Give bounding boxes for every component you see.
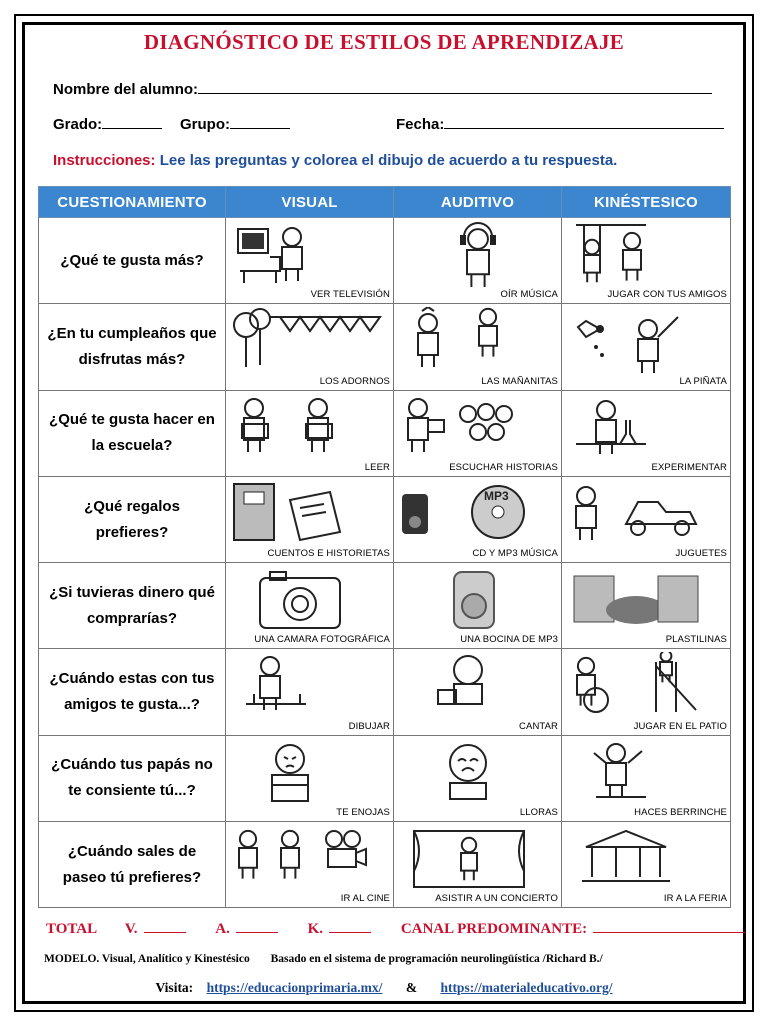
based-on-text: Basado en el sistema de programación neurolingüística /Richard B./ [270, 953, 603, 965]
option-caption: DIBUJAR [348, 720, 390, 732]
option-cell-kinestesico[interactable] [562, 822, 731, 908]
student-name-blank[interactable] [198, 80, 712, 94]
play-dough-icon [566, 566, 726, 632]
total-label: TOTAL [46, 921, 98, 937]
option-cell-kinestesico[interactable] [562, 735, 731, 821]
speaker-icon [398, 566, 558, 632]
option-cell-visual[interactable] [226, 563, 394, 649]
option-caption: JUGUETES [675, 548, 727, 560]
table-row [39, 476, 731, 562]
group-blank[interactable] [230, 115, 290, 129]
table-row [39, 822, 731, 908]
column-header-visual: VISUAL [226, 187, 394, 218]
date-blank[interactable] [444, 115, 724, 129]
balloons-bunting-icon [230, 307, 390, 373]
child-experimenting-icon [566, 394, 726, 460]
table-row [39, 218, 731, 304]
angry-boy-icon [230, 739, 390, 805]
option-caption: LLORAS [519, 807, 558, 819]
option-cell-visual[interactable] [226, 822, 394, 908]
question-cell: ¿Qué te gusta hacer en la escuela? [39, 390, 226, 476]
kids-singing-icon [398, 307, 558, 373]
option-cell-visual[interactable] [226, 304, 394, 390]
kids-reading-icon [230, 394, 390, 460]
option-caption: VER TELEVISIÓN [310, 289, 390, 301]
option-caption: JUGAR EN EL PATIO [633, 720, 727, 732]
group-field [180, 115, 290, 133]
camera-icon [230, 566, 390, 632]
option-caption: JUGAR CON TUS AMIGOS [607, 289, 727, 301]
grade-field [53, 115, 162, 133]
predominant-channel-label: CANAL PREDOMINANTE: [400, 921, 588, 937]
option-caption: CANTAR [519, 720, 558, 732]
grade-blank[interactable] [102, 115, 162, 129]
question-cell: ¿Qué regalos prefieres? [39, 476, 226, 562]
option-cell-auditivo[interactable] [394, 476, 562, 562]
option-cell-auditivo[interactable] [394, 390, 562, 476]
option-caption: UNA CAMARA FOTOGRÁFICA [254, 634, 390, 646]
doll-toy-car-icon [566, 480, 726, 546]
mp3-cd-icon [398, 480, 558, 546]
ampersand: & [405, 980, 418, 995]
question-cell: ¿Cuándo estas con tus amigos te gusta...? [39, 649, 226, 735]
visual-total-blank[interactable] [144, 921, 186, 933]
option-caption: CUENTOS E HISTORIETAS [267, 548, 390, 560]
kids-on-swing-icon [566, 221, 726, 287]
question-cell: ¿Cuándo tus papás no te consiente tú...? [39, 735, 226, 821]
kinesthetic-total-label: K. [307, 921, 324, 937]
option-cell-auditivo[interactable] [394, 822, 562, 908]
auditory-total-blank[interactable] [236, 921, 278, 933]
instructions-label: Instrucciones: [53, 152, 156, 169]
option-caption: LA PIÑATA [679, 375, 727, 387]
option-caption: ESCUCHAR HISTORIAS [449, 461, 558, 473]
teacher-storytelling-icon [398, 394, 558, 460]
option-caption: OÍR MÚSICA [500, 289, 558, 301]
group-label: Grupo: [180, 116, 230, 133]
auditory-total-label: A. [215, 921, 230, 937]
option-cell-kinestesico[interactable] [562, 390, 731, 476]
table-header-row [39, 187, 731, 218]
option-caption: CD Y MP3 MÚSICA [472, 548, 558, 560]
option-cell-auditivo[interactable] [394, 304, 562, 390]
grade-label: Grado: [53, 116, 103, 133]
instructions-text: Lee las preguntas y colorea el dibujo de acuerdo a tu respuesta. [159, 152, 618, 169]
option-caption: LOS ADORNOS [319, 375, 390, 387]
question-cell: ¿Si tuvieras dinero qué comprarías? [39, 563, 226, 649]
option-caption: TE ENOJAS [336, 807, 390, 819]
date-label: Fecha: [396, 116, 445, 133]
option-cell-kinestesico[interactable] [562, 304, 731, 390]
question-cell: ¿Qué te gusta más? [39, 218, 226, 304]
table-row [39, 304, 731, 390]
question-cell: ¿Cuándo sales de paseo tú prefieres? [39, 822, 226, 908]
option-caption: LEER [364, 461, 390, 473]
movie-camera-icon [230, 825, 390, 891]
kinesthetic-total-blank[interactable] [329, 921, 371, 933]
concert-stage-icon [398, 825, 558, 891]
predominant-channel-blank[interactable] [593, 921, 745, 933]
learning-styles-table [38, 186, 731, 908]
model-note [44, 953, 603, 965]
question-cell: ¿En tu cumpleaños que disfrutas más? [39, 304, 226, 390]
option-cell-auditivo[interactable] [394, 218, 562, 304]
column-header-kinesthetic: KINÉSTESICO [562, 187, 731, 218]
option-cell-auditivo[interactable] [394, 563, 562, 649]
option-cell-kinestesico[interactable] [562, 649, 731, 735]
option-cell-visual[interactable] [226, 649, 394, 735]
boy-with-headphones-icon [398, 221, 558, 287]
option-cell-auditivo[interactable] [394, 735, 562, 821]
boy-watching-tv-icon [230, 221, 390, 287]
playground-slide-icon [566, 652, 726, 718]
option-caption: UNA BOCINA DE MP3 [460, 634, 558, 646]
option-caption: LAS MAÑANITAS [481, 375, 558, 387]
option-cell-visual[interactable] [226, 390, 394, 476]
option-caption: PLASTILINAS [665, 634, 727, 646]
table-row [39, 649, 731, 735]
option-caption: HACES BERRINCHE [634, 807, 727, 819]
pinata-icon [566, 307, 726, 373]
option-cell-visual[interactable] [226, 735, 394, 821]
student-name-field [53, 80, 712, 98]
tantrum-child-icon [566, 739, 726, 805]
visual-total-label: V. [124, 921, 138, 937]
date-field [396, 115, 724, 133]
link-materialeducativo[interactable]: https://materialeducativo.org/ [440, 980, 613, 995]
column-header-auditory: AUDITIVO [394, 187, 562, 218]
svg-text:MP3: MP3 [484, 488, 509, 503]
option-caption: IR A LA FERIA [663, 893, 727, 905]
option-cell-kinestesico[interactable] [562, 563, 731, 649]
visit-line [0, 980, 768, 996]
column-header-question: CUESTIONAMIENTO [39, 187, 226, 218]
option-cell-auditivo[interactable] [394, 649, 562, 735]
visit-label: Visita: [155, 980, 194, 995]
model-text: MODELO. Visual, Analítico y Kinestésico [44, 953, 250, 965]
notebook-book-icon [230, 480, 390, 546]
option-cell-kinestesico[interactable] [562, 218, 731, 304]
option-cell-kinestesico[interactable] [562, 476, 731, 562]
crying-child-icon [398, 739, 558, 805]
carousel-icon [566, 825, 726, 891]
table-row [39, 390, 731, 476]
page-title: DIAGNÓSTICO DE ESTILOS DE APRENDIZAJE [143, 30, 625, 54]
totals-line [46, 921, 751, 938]
option-cell-visual[interactable] [226, 476, 394, 562]
table-row [39, 735, 731, 821]
table-row [39, 563, 731, 649]
option-cell-visual[interactable] [226, 218, 394, 304]
child-singing-icon [398, 652, 558, 718]
option-caption: ASISTIR A UN CONCIERTO [435, 893, 558, 905]
instructions [53, 152, 617, 169]
student-name-label: Nombre del alumno: [53, 81, 199, 98]
link-educacionprimaria[interactable]: https://educacionprimaria.mx/ [206, 980, 383, 995]
option-caption: EXPERIMENTAR [651, 461, 727, 473]
child-drawing-icon [230, 652, 390, 718]
option-caption: IR AL CINE [340, 893, 390, 905]
